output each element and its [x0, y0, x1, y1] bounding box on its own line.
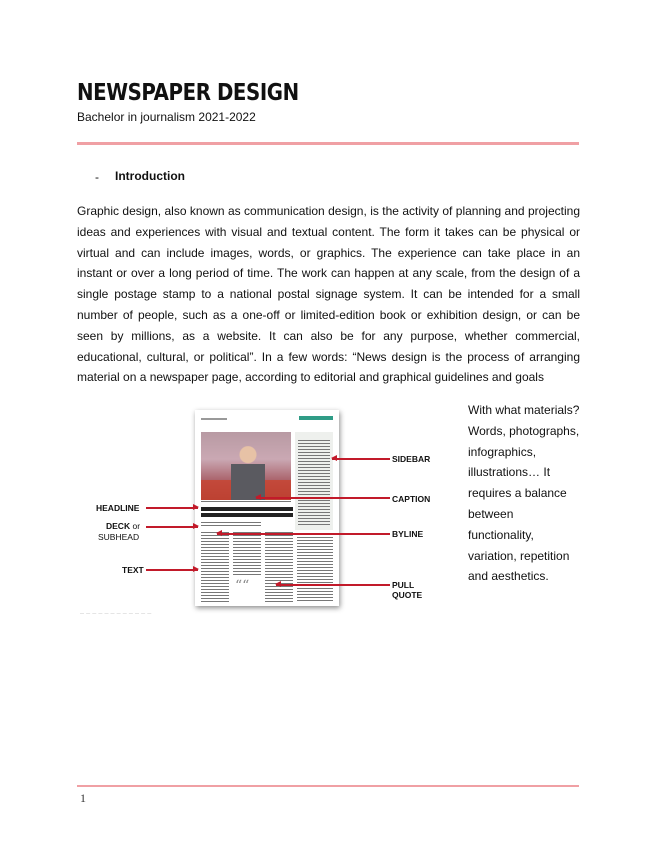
headline-arrow	[146, 507, 198, 509]
bottom-divider	[77, 785, 579, 787]
side-text: With what materials? Words, photographs, infographics, illustrations… It requires a balance between functionality, variation, repetition and aesthetics.	[468, 403, 580, 584]
pull-quote-arrow	[276, 584, 390, 586]
photo-person	[231, 446, 265, 500]
body-paragraph: Graphic design, also known as communication design, is the activity of planning and projecting ideas and experiences with visual and textual content. The form it takes can be physical or virtual and can include images, words, or graphics. The experience can take place in an instant or over a long period of time. The work can happen at any scale, from the design of a single postage stamp to a national postal signage system. It can be intended for a small number of people, such as a one-off or limited-edition book or exhibition design, or can be seen by millions, as a website. It can also be for any purpose, whether commercial, educational, cultural, or political”. In a few words: “News design is the process of arranging material on a newspaper page, according to editorial and graphical guidelines and goals	[77, 204, 580, 385]
deck-lines	[201, 522, 261, 527]
section-heading: Introduction	[115, 169, 185, 183]
byline-label: BYLINE	[392, 529, 424, 539]
document-title: NEWSPAPER DESIGN	[77, 80, 299, 106]
sidebar-arrow	[332, 458, 390, 460]
deck-arrow	[146, 526, 198, 528]
caption-arrow	[256, 497, 390, 499]
byline-arrow	[217, 533, 390, 535]
column-3-lines	[265, 532, 293, 602]
column-4-lines	[297, 534, 333, 602]
pull-quote-marks: ““	[235, 578, 250, 594]
sidebar-label: SIDEBAR	[392, 454, 431, 464]
headline-bar	[201, 507, 293, 519]
page-header-accent	[299, 416, 333, 420]
figure-credit-mark: — — — — — — — — — — — —	[80, 610, 152, 615]
sidebar-text-lines	[298, 440, 330, 526]
photo	[201, 432, 291, 500]
deck-label-main: DECK	[106, 521, 131, 531]
text-label: TEXT	[122, 565, 144, 575]
column-2-lines	[233, 532, 261, 576]
deck-label	[106, 521, 140, 531]
subhead-label: SUBHEAD	[98, 532, 140, 542]
caption-label: CAPTION	[392, 494, 431, 504]
page-number: 1	[80, 791, 86, 805]
caption-lines	[201, 501, 291, 503]
page-header-rule	[201, 418, 227, 420]
top-divider	[77, 142, 579, 145]
column-1-lines	[201, 532, 229, 602]
section-bullet: -	[95, 170, 99, 184]
newspaper-page-illustration	[195, 410, 339, 606]
headline-label: HEADLINE	[96, 503, 140, 513]
pull-quote-label: PULL QUOTE	[392, 580, 423, 600]
deck-label-or: or	[132, 521, 141, 531]
newspaper-anatomy-figure	[80, 405, 431, 620]
document-subtitle: Bachelor in journalism 2021-2022	[77, 110, 256, 124]
text-arrow	[146, 569, 198, 571]
